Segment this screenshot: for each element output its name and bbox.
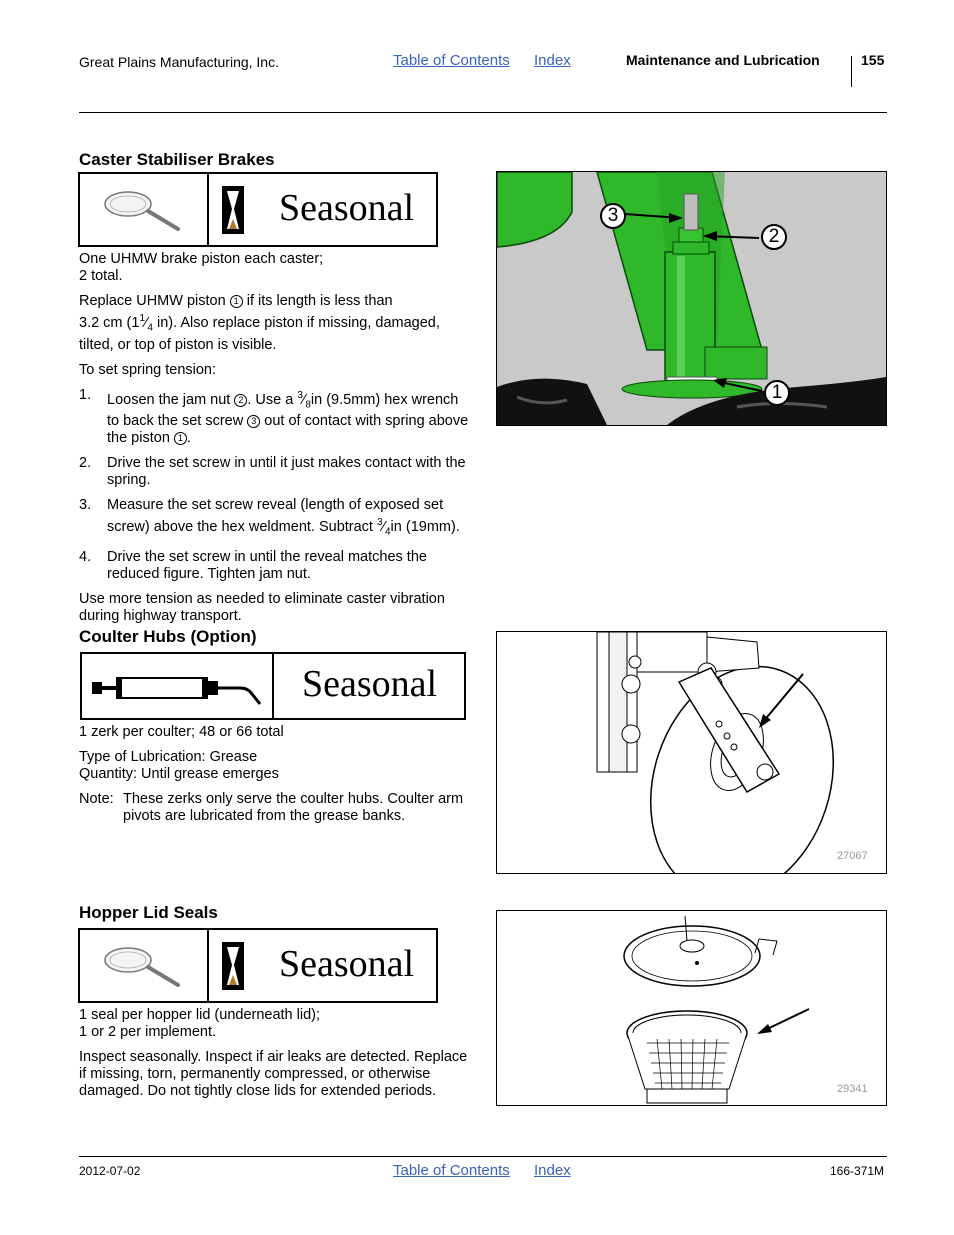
- index-link-header[interactable]: Index: [534, 52, 571, 69]
- header-divider: [851, 56, 852, 87]
- caster-replace-paragraph: Replace UHMW piston 1 if its length is less than 3.2 cm ($1^1⁄_4$ in). Also replace piston if missing, damaged, tilted, or top of piston is visible.: [79, 293, 440, 353]
- coulter-figure-number: 27067: [837, 850, 868, 862]
- document-number: 166-371M: [830, 1164, 885, 1178]
- caster-heading: Caster Stabiliser Brakes: [79, 150, 275, 169]
- zerk-count: 1 zerk per coulter; 48 or 66 total: [79, 724, 284, 740]
- hopper-inspect-paragraph: Inspect seasonally. Inspect if air leaks are detected. Replace if missing, torn, permanently compressed, or otherwise damaged. Do not tightly close lids for extended periods.: [79, 1049, 468, 1099]
- hopper-text: 1 seal per hopper lid (underneath lid); 1 or 2 per implement. Inspect seasonally. Inspect if air leaks are detected. Replace if missing, torn, permanently compressed, or otherwise damaged. Do not tightly close lids for extended periods.: [79, 1007, 474, 1108]
- coulter-seasonal-label: Seasonal: [302, 663, 438, 705]
- coulter-service-box: [80, 652, 466, 720]
- step-1: 1. Loosen the jam nut 2 . Use a $^3⁄_8in$ (9.5mm) hex wrench to back the set screw 3 out of contact with spring above the piston 1 .: [79, 386, 469, 447]
- hourglass-icon: [222, 942, 244, 990]
- hopper-heading: Hopper Lid Seals: [79, 903, 218, 922]
- hopper-service-box: [78, 928, 438, 1003]
- index-link-footer[interactable]: Index: [534, 1162, 571, 1179]
- callout-1: 1: [764, 380, 790, 406]
- hopper-illustration: [497, 911, 886, 1105]
- spring-steps: [79, 387, 474, 583]
- step-3: 3. Measure the set screw reveal (length of exposed set screw) above the hex weldment. Subtract $^3⁄_4in$ (19mm).: [79, 497, 460, 539]
- tension-paragraph: Use more tension as needed to eliminate caster vibration during highway transport.: [79, 591, 445, 625]
- caster-callout-arrows: [497, 172, 886, 425]
- hourglass-icon: [222, 186, 244, 234]
- callout-1-inline: 1: [230, 295, 243, 308]
- grease-gun-icon: [90, 668, 266, 706]
- coulter-illustration: [497, 632, 886, 873]
- lubrication-quantity: Quantity: Until grease emerges: [79, 766, 279, 782]
- header-rule: [79, 112, 887, 113]
- company-name: Great Plains Manufacturing, Inc.: [79, 54, 279, 70]
- lubrication-type: Type of Lubrication: Grease: [79, 749, 258, 765]
- magnifier-icon: [102, 940, 184, 992]
- coulter-figure: [496, 631, 887, 874]
- coulter-heading: Coulter Hubs (Option): [79, 627, 257, 646]
- footer-date: 2012-07-02: [79, 1164, 141, 1178]
- toc-link-footer[interactable]: Table of Contents: [393, 1162, 510, 1179]
- caster-service-box: [78, 172, 438, 247]
- magnifier-icon: [102, 184, 184, 236]
- spring-intro: To set spring tension:: [79, 361, 217, 378]
- toc-link-header[interactable]: Table of Contents: [393, 52, 510, 69]
- caster-figure: [496, 171, 887, 426]
- caster-seasonal-label: Seasonal: [279, 187, 415, 229]
- section-title: Maintenance and Lubrication: [626, 52, 820, 68]
- callout-3: 3: [600, 203, 626, 229]
- hopper-figure-number: 29341: [837, 1083, 868, 1095]
- step-4: 4. Drive the set screw in until the reveal matches the reduced figure. Tighten jam nut.: [79, 549, 427, 583]
- footer-rule: [79, 1156, 887, 1157]
- coulter-text: [79, 724, 474, 833]
- coulter-note: Note: These zerks only serve the coulter hubs. Coulter arm pivots are lubricated from the grease banks.: [79, 791, 464, 824]
- step-2: 2. Drive the set screw in until it just makes contact with the spring.: [79, 455, 466, 489]
- caster-text: One UHMW brake piston each caster; 2 total. Replace UHMW piston 1 if its length is less than 3.2 cm ($1^1⁄_4$ in). Also replace piston if missing, damaged, tilted, or top of piston is visible. To set spring tension: 1. Loosen the jam nut 2 . Use a $^3⁄_8in$ (9.5mm) hex wrench to back the set screw 3 out of contact with spring above the piston 1 . 2. Drive the set screw in until it just makes contact with the spring. 3. Measure the set screw reveal (length of exposed set screw) above the hex weldment. Subtract $^3⁄_4in$ (19mm). 4. Drive the set screw in until the reveal matches the reduced figure. Tighten jam nut. Use more tension as needed to eliminate caster vibration during highway transport.: [79, 251, 474, 633]
- hopper-figure: [496, 910, 887, 1106]
- callout-2: 2: [761, 224, 787, 250]
- hopper-seasonal-label: Seasonal: [279, 943, 415, 985]
- page-number: 155: [861, 52, 885, 68]
